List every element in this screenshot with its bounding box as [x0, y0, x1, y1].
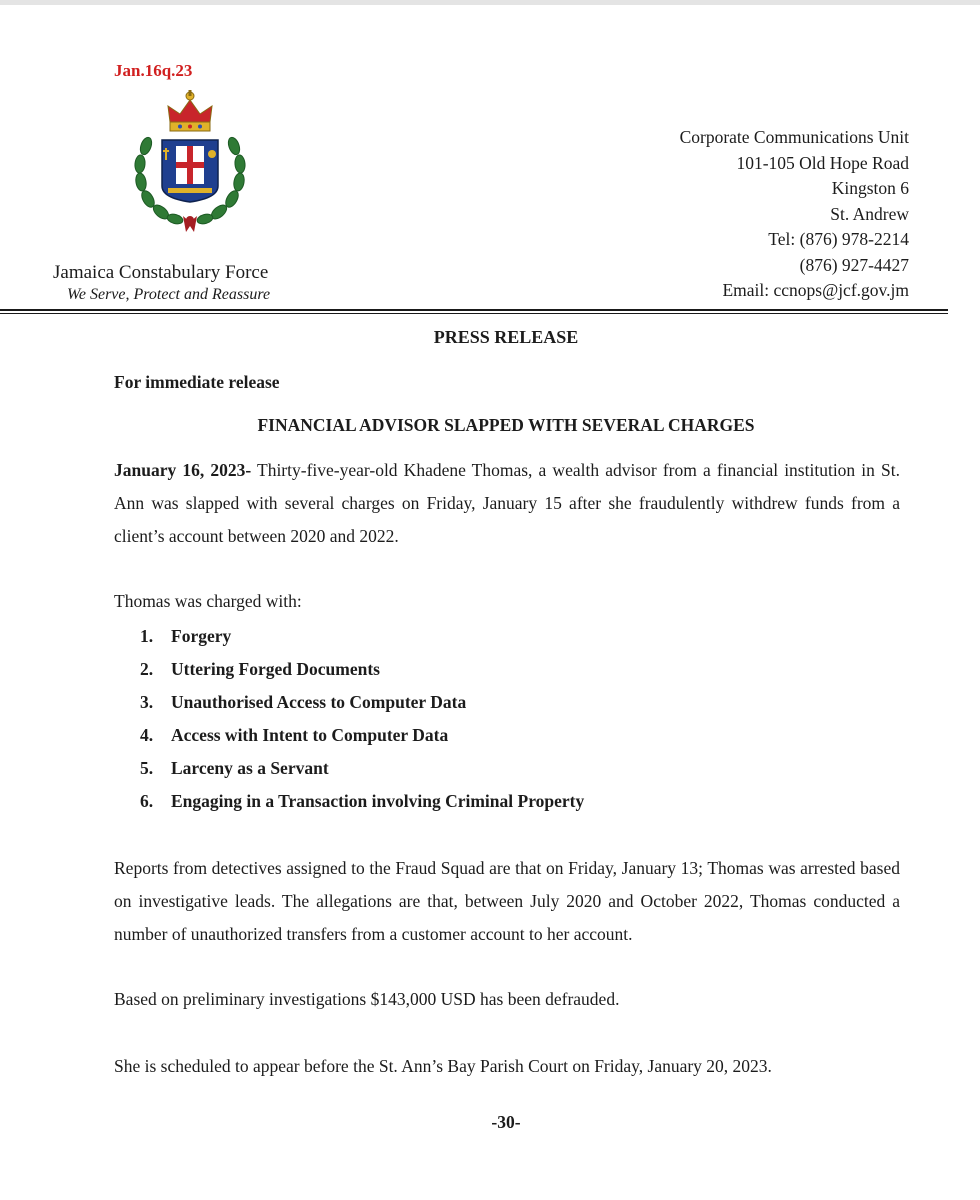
charge-text: Access with Intent to Computer Data [171, 725, 449, 745]
dateline: January 16, 2023- [114, 460, 252, 480]
charges-intro: Thomas was charged with: [114, 591, 302, 611]
header-divider-thick [0, 309, 948, 311]
charges-list [140, 620, 584, 818]
list-item: 4. Access with Intent to Computer Data [140, 725, 449, 745]
address-city: Kingston 6 [831, 178, 909, 198]
charge-text: Unauthorised Access to Computer Data [171, 692, 467, 712]
crown [168, 90, 212, 131]
list-item: 2. Uttering Forged Documents [140, 659, 380, 679]
top-border [0, 0, 980, 5]
list-item: 3. Unauthorised Access to Computer Data [140, 692, 467, 712]
investigation-paragraph: Reports from detectives assigned to the Fraud Squad are that on Friday, January 13; Thomas was arrested based on investigative leads. The allegations are that, between July 2020 and October 2022, Thomas conducted a number of unauthorized transfers from a customer account to her account. [114, 858, 900, 944]
header-divider-thin [0, 313, 948, 314]
court-paragraph: She is scheduled to appear before the St. Ann’s Bay Parish Court on Friday, January 20, 2023. [114, 1056, 772, 1076]
address-street: 101-105 Old Hope Road [736, 152, 909, 173]
release-notice: For immediate release [114, 372, 280, 392]
lead-paragraph-text: Thirty-five-year-old Khadene Thomas, a wealth advisor from a financial institution in St. Ann was slapped with several charges on Friday, January 15 after she fraudulently withdrew funds from a client’s account between 2020 and 2022. [114, 460, 901, 546]
press-headline: FINANCIAL ADVISOR SLAPPED WITH SEVERAL CHARGES [257, 415, 755, 435]
charge-text: Uttering Forged Documents [171, 659, 380, 679]
address-unit: Corporate Communications Unit [679, 127, 909, 147]
address-tel-2: (876) 927-4427 [799, 254, 909, 275]
list-item: 1. Forgery [140, 626, 232, 646]
address-parish: St. Andrew [830, 203, 909, 224]
address-email: Email: ccnops@jcf.gov.jm [722, 280, 909, 300]
address-tel: Tel: (876) 978-2214 [768, 229, 909, 249]
charge-text: Forgery [171, 626, 232, 646]
document-type-heading: PRESS RELEASE [433, 327, 579, 347]
charge-text: Engaging in a Transaction involving Criminal Property [171, 791, 585, 811]
shield [162, 140, 218, 202]
list-item: 6. Engaging in a Transaction involving Criminal Property [140, 791, 585, 811]
date-stamp: Jan.16q.23 [114, 61, 193, 80]
jcf-crest-icon [128, 88, 252, 234]
contact-address-block [680, 125, 909, 304]
amount-paragraph: Based on preliminary investigations $143,000 USD has been defrauded. [114, 989, 620, 1009]
list-item: 5. Larceny as a Servant [140, 758, 329, 778]
lead-paragraph [114, 454, 900, 553]
end-mark: -30- [491, 1112, 521, 1132]
charge-text: Larceny as a Servant [171, 758, 329, 778]
ribbon [183, 216, 197, 232]
organization-motto: We Serve, Protect and Reassure [67, 286, 271, 303]
organization-name: Jamaica Constabulary Force [53, 262, 269, 283]
